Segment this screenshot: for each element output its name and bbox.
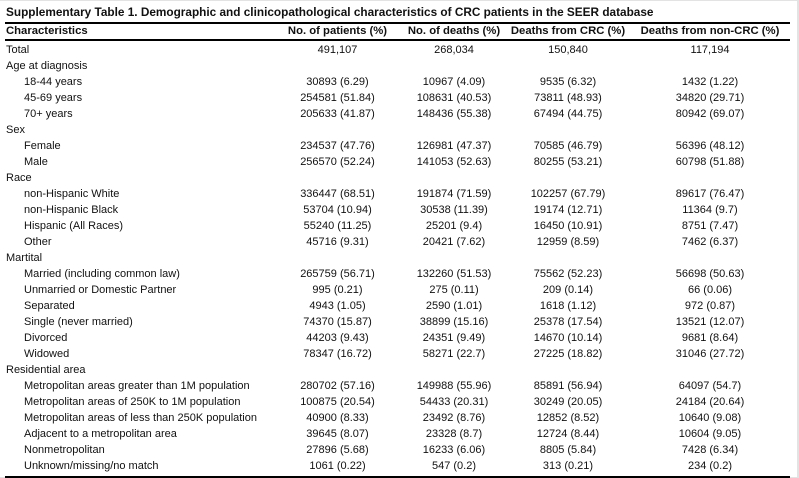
row-value: 67494 (44.75) <box>533 108 603 120</box>
row-label: Unmarried or Domestic Partner <box>24 284 177 296</box>
section-row <box>5 250 790 266</box>
row-value: 126981 (47.37) <box>416 140 492 152</box>
row-value: 1432 (1.22) <box>681 76 739 88</box>
row-label: Married (including common law) <box>24 268 180 280</box>
column-header-patients: No. of patients (%) <box>287 25 388 37</box>
column-header-deaths: No. of deaths (%) <box>407 25 501 37</box>
row-label: Age at diagnosis <box>6 60 88 72</box>
row-value: 280702 (57.16) <box>300 380 375 392</box>
table-container <box>5 1 790 478</box>
row-label: Total <box>6 44 30 56</box>
table-row <box>5 442 790 458</box>
row-value: 27896 (5.68) <box>306 444 369 456</box>
table-row <box>5 202 790 218</box>
column-header-deaths-crc: Deaths from CRC (%) <box>510 25 626 37</box>
row-value: 972 (0.87) <box>684 300 736 312</box>
row-label: Widowed <box>24 348 70 360</box>
table-row <box>5 138 790 154</box>
row-value: 12852 (8.52) <box>536 412 600 424</box>
table-row <box>5 330 790 346</box>
row-label: Divorced <box>24 332 68 344</box>
table-row <box>5 378 790 394</box>
row-label: Separated <box>24 300 75 312</box>
row-value: 23492 (8.76) <box>422 412 486 424</box>
row-value: 30249 (20.05) <box>533 396 603 408</box>
row-value: 73811 (48.93) <box>534 92 602 104</box>
table-row <box>5 186 790 202</box>
row-label: 18-44 years <box>24 76 83 88</box>
table-row <box>5 90 790 106</box>
row-value: 209 (0.14) <box>542 284 594 296</box>
row-value: 12959 (8.59) <box>536 236 600 248</box>
row-value: 24184 (20.64) <box>675 396 745 408</box>
row-value: 80255 (53.21) <box>533 156 603 168</box>
row-label: Single (never married) <box>24 316 133 328</box>
row-value: 70585 (46.79) <box>533 140 603 152</box>
row-value: 1618 (1.12) <box>539 300 597 312</box>
row-value: 275 (0.11) <box>429 284 479 296</box>
row-value: 191874 (71.59) <box>416 188 492 200</box>
row-label: Race <box>6 172 32 184</box>
row-value: 30893 (6.29) <box>306 76 369 88</box>
row-value: 54433 (20.31) <box>419 396 489 408</box>
row-value: 9535 (6.32) <box>539 76 597 88</box>
row-value: 256570 (52.24) <box>300 156 375 168</box>
table-row <box>5 282 790 298</box>
section-row <box>5 122 790 138</box>
table-row <box>5 42 790 58</box>
row-value: 100875 (20.54) <box>300 396 375 408</box>
row-value: 10604 (9.05) <box>678 428 742 440</box>
row-value: 265759 (56.71) <box>300 268 375 280</box>
row-label: Female <box>24 140 61 152</box>
row-value: 16450 (10.91) <box>533 220 603 232</box>
row-value: 268,034 <box>434 44 474 56</box>
row-value: 148436 (55.38) <box>416 108 492 120</box>
row-value: 16233 (6.06) <box>422 444 486 456</box>
row-value: 13521 (12.07) <box>675 316 745 328</box>
table-row <box>5 106 790 122</box>
row-value: 254581 (51.84) <box>300 92 375 104</box>
row-value: 53704 (10.94) <box>303 204 372 216</box>
row-value: 89617 (76.47) <box>675 188 745 200</box>
row-value: 60798 (51.88) <box>675 156 745 168</box>
row-label: Other <box>24 236 52 248</box>
row-value: 58271 (22.7) <box>422 348 486 360</box>
row-value: 20421 (7.62) <box>422 236 486 248</box>
row-value: 25378 (17.54) <box>533 316 603 328</box>
table-body <box>5 41 790 478</box>
row-value: 27225 (18.82) <box>533 348 603 360</box>
row-value: 14670 (10.14) <box>533 332 603 344</box>
row-value: 44203 (9.43) <box>306 332 369 344</box>
table-title: Supplementary Table 1. Demographic and clinicopathological characteristics of CRC patients in the SEER database <box>5 1 790 24</box>
row-value: 547 (0.2) <box>431 460 477 472</box>
table-row <box>5 426 790 442</box>
row-value: 78347 (16.72) <box>303 348 372 360</box>
row-value: 10640 (9.08) <box>678 412 742 424</box>
row-label: non-Hispanic White <box>24 188 120 200</box>
row-value: 132260 (51.53) <box>416 268 492 280</box>
row-value: 39645 (8.07) <box>306 428 369 440</box>
row-label: Male <box>24 156 48 168</box>
row-value: 102257 (67.79) <box>530 188 606 200</box>
row-value: 19174 (12.71) <box>533 204 603 216</box>
row-value: 995 (0.21) <box>312 284 363 296</box>
section-row <box>5 170 790 186</box>
row-value: 24351 (9.49) <box>422 332 486 344</box>
row-label: Martital <box>6 252 43 264</box>
row-label: Metropolitan areas of 250K to 1M population <box>24 396 241 408</box>
row-value: 40900 (8.33) <box>306 412 369 424</box>
row-value: 45716 (9.31) <box>306 236 369 248</box>
row-label: Residential area <box>6 364 86 376</box>
row-value: 150,840 <box>548 44 588 56</box>
row-value: 56698 (50.63) <box>675 268 745 280</box>
row-value: 34820 (29.71) <box>675 92 745 104</box>
row-value: 8805 (5.84) <box>539 444 597 456</box>
table-row <box>5 234 790 250</box>
row-value: 336447 (68.51) <box>300 188 375 200</box>
table-row <box>5 458 790 474</box>
row-value: 7462 (6.37) <box>681 236 739 248</box>
row-value: 7428 (6.34) <box>681 444 739 456</box>
row-value: 25201 (9.4) <box>425 220 483 232</box>
table-row <box>5 298 790 314</box>
row-value: 23328 (8.7) <box>425 428 483 440</box>
table-row <box>5 266 790 282</box>
section-row <box>5 58 790 74</box>
row-value: 55240 (11.25) <box>303 220 372 232</box>
table-row <box>5 314 790 330</box>
table-row <box>5 74 790 90</box>
row-value: 85891 (56.94) <box>533 380 603 392</box>
row-label: 70+ years <box>24 108 73 120</box>
row-value: 10967 (4.09) <box>422 76 486 88</box>
table-row <box>5 410 790 426</box>
row-value: 66 (0.06) <box>687 284 733 296</box>
row-value: 8751 (7.47) <box>681 220 739 232</box>
section-row <box>5 362 790 378</box>
row-value: 30538 (11.39) <box>420 204 488 216</box>
row-value: 9681 (8.64) <box>681 332 739 344</box>
row-value: 80942 (69.07) <box>675 108 745 120</box>
table-row <box>5 394 790 410</box>
row-label: Metropolitan areas greater than 1M population <box>24 380 250 392</box>
column-header-deaths-non-crc: Deaths from non-CRC (%) <box>640 25 780 37</box>
row-label: Adjacent to a metropolitan area <box>24 428 177 440</box>
row-value: 234537 (47.76) <box>300 140 375 152</box>
row-value: 75562 (52.23) <box>533 268 603 280</box>
row-label: Sex <box>6 124 25 136</box>
row-value: 2590 (1.01) <box>425 300 483 312</box>
row-value: 31046 (27.72) <box>675 348 745 360</box>
table-header-row <box>5 24 790 41</box>
row-value: 38899 (15.16) <box>419 316 489 328</box>
row-value: 141053 (52.63) <box>416 156 492 168</box>
row-value: 491,107 <box>317 44 358 56</box>
row-value: 74370 (15.87) <box>303 316 372 328</box>
row-label: 45-69 years <box>24 92 83 104</box>
row-label: Metropolitan areas of less than 250K population <box>24 412 257 424</box>
row-value: 313 (0.21) <box>542 460 594 472</box>
row-value: 1061 (0.22) <box>309 460 366 472</box>
row-value: 56396 (48.12) <box>675 140 745 152</box>
row-value: 117,194 <box>690 44 730 56</box>
table-row <box>5 218 790 234</box>
row-label: Hispanic (All Races) <box>24 220 124 232</box>
row-value: 205633 (41.87) <box>300 108 375 120</box>
row-label: Nonmetropolitan <box>24 444 105 456</box>
row-label: non-Hispanic Black <box>24 204 119 216</box>
row-value: 11364 (9.7) <box>682 204 738 216</box>
column-header-characteristics: Characteristics <box>6 25 88 37</box>
row-value: 12724 (8.44) <box>536 428 600 440</box>
row-label: Unknown/missing/no match <box>24 460 159 472</box>
row-value: 149988 (55.96) <box>416 380 492 392</box>
row-value: 4943 (1.05) <box>309 300 366 312</box>
row-value: 234 (0.2) <box>687 460 733 472</box>
table-row <box>5 154 790 170</box>
table-row <box>5 346 790 362</box>
row-value: 108631 (40.53) <box>416 92 492 104</box>
row-value: 64097 (54.7) <box>678 380 742 392</box>
